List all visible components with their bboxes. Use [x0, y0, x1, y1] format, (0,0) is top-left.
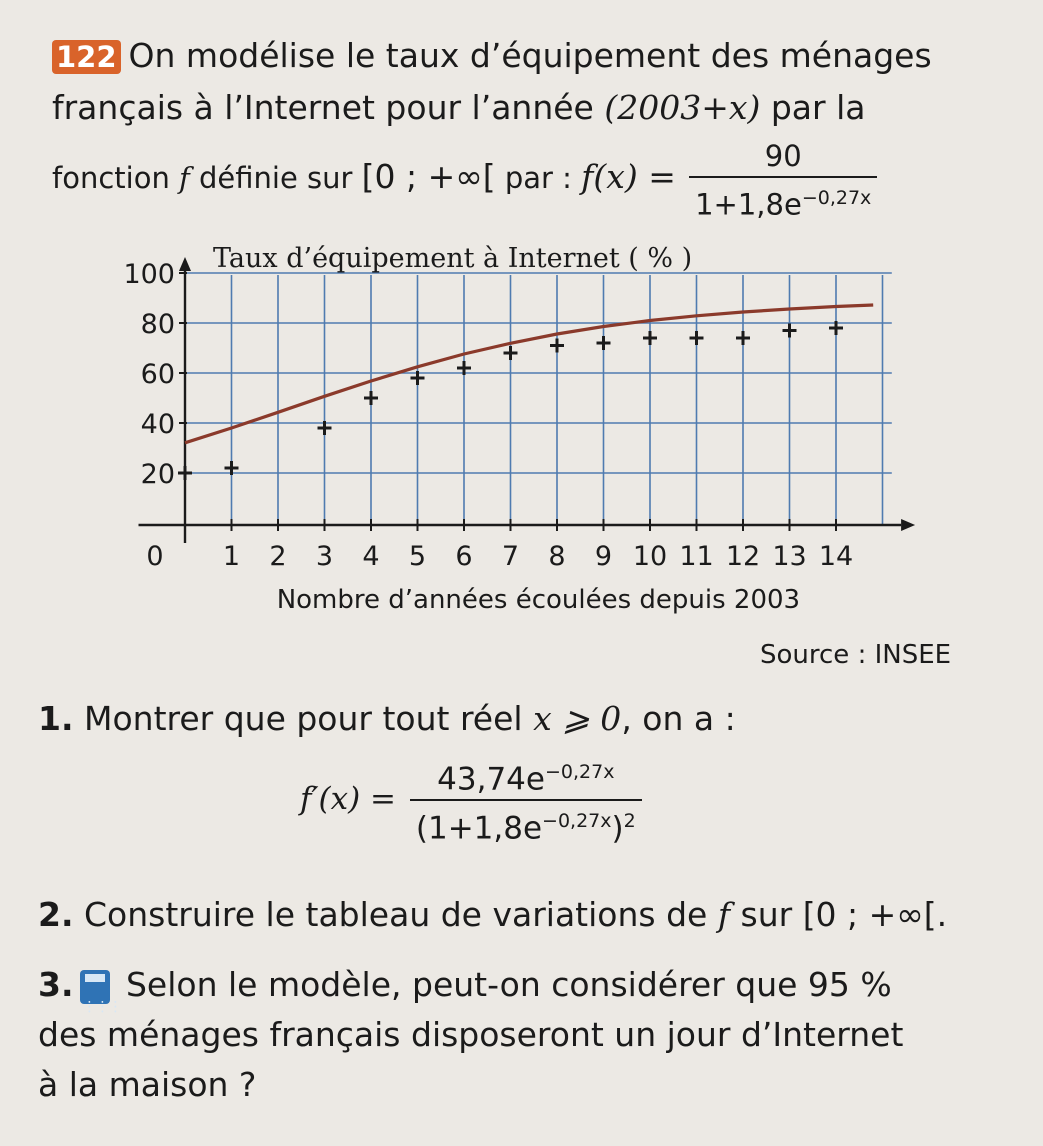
- derivative-numerator: [410, 752, 642, 801]
- x-tick-label: 8: [548, 541, 566, 572]
- x-tick-label: 3: [315, 541, 334, 572]
- model-curve: [185, 305, 873, 443]
- question-1: [38, 694, 1018, 849]
- derivative-formula: [300, 752, 1018, 849]
- x-tick-label: 9: [594, 541, 613, 572]
- y-tick-label: 40: [140, 409, 175, 440]
- chart-title: Taux d’équipement à Internet ( % ): [213, 243, 693, 274]
- data-point-cross: [504, 346, 518, 360]
- question-3-line-1: [38, 960, 1018, 1010]
- year-expression: (2003+x): [604, 88, 761, 127]
- question-3: [38, 960, 1018, 1110]
- denominator-base: (1+1,8e: [415, 810, 543, 847]
- data-point-cross: [364, 391, 378, 405]
- denominator-exponent: −0,27x: [801, 186, 872, 209]
- x-tick-label: 6: [455, 541, 473, 572]
- x-tick-label: 7: [501, 541, 520, 572]
- y-axis-arrow: [179, 257, 191, 271]
- question-number: 1.: [38, 699, 74, 738]
- y-tick-label: 100: [123, 259, 175, 290]
- exercise-statement: [52, 30, 1012, 224]
- statement-text: français à l’Internet pour l’année: [52, 88, 605, 127]
- question-text: .: [936, 895, 948, 934]
- function-name: f: [179, 161, 190, 195]
- function-fraction: [689, 136, 877, 225]
- data-point-cross: [783, 324, 797, 338]
- question-text: Selon le modèle, peut-on considérer que 95 %: [115, 965, 892, 1004]
- fraction-numerator: 90: [689, 136, 877, 178]
- data-point-cross: [690, 331, 704, 345]
- question-number: 3.: [38, 965, 74, 1004]
- statement-text: définie sur: [189, 161, 362, 195]
- fraction-denominator: [689, 178, 877, 225]
- statement-line-2: [52, 82, 1012, 134]
- statement-line-3: [52, 134, 1012, 224]
- question-text: Montrer que pour tout réel: [73, 699, 534, 738]
- statement-text: par :: [495, 161, 582, 195]
- y-tick-label: 60: [140, 359, 175, 390]
- statement-text: par la: [760, 88, 866, 127]
- x-axis-label: Nombre d’années écoulées depuis 2003: [276, 585, 801, 615]
- condition-expression: x ⩾ 0: [533, 699, 622, 738]
- x-tick-label: 2: [269, 541, 287, 572]
- question-1-line: [38, 694, 1018, 744]
- numerator-exponent: −0,27x: [544, 761, 615, 783]
- function-name: f: [717, 895, 731, 934]
- statement-text: fonction: [52, 161, 180, 195]
- domain-interval: [0 ; +∞[: [802, 895, 937, 934]
- question-text: Construire le tableau de variations de: [73, 895, 718, 934]
- y-tick-label: 20: [140, 459, 175, 490]
- question-text: des ménages français disposeront un jour d’Internet: [38, 1015, 904, 1054]
- x-tick-label: 4: [362, 541, 380, 572]
- question-text: à la maison ?: [38, 1065, 257, 1104]
- data-point-cross: [178, 466, 192, 480]
- x-tick-label: 1: [222, 541, 241, 572]
- denominator-exponent: −0,27x: [542, 810, 612, 833]
- statement-line-1: [52, 30, 1012, 82]
- data-point-cross: [597, 336, 611, 350]
- domain-interval: [0 ; +∞[: [361, 157, 496, 196]
- question-text: , on a :: [621, 699, 736, 738]
- denominator-base: 1+1,8e: [695, 187, 802, 222]
- x-tick-label: 14: [818, 541, 854, 572]
- x-tick-label: 13: [772, 541, 807, 572]
- x-tick-label: 11: [679, 541, 714, 572]
- derivative-fraction: [410, 752, 642, 849]
- chart-container: [0, 240, 1043, 620]
- question-number: 2.: [38, 895, 74, 934]
- question-text: sur: [730, 895, 803, 934]
- x-axis-arrow: [901, 519, 915, 531]
- question-2: [38, 890, 1018, 940]
- derivative-lhs: f′(x) =: [300, 780, 397, 817]
- derivative-denominator: [410, 801, 642, 848]
- internet-rate-chart: [0, 240, 1043, 620]
- denominator-power: 2: [623, 810, 636, 833]
- x-tick-label: 0: [146, 541, 164, 572]
- y-tick-label: 80: [140, 309, 175, 340]
- x-tick-label: 12: [725, 541, 761, 572]
- calculator-icon: [80, 970, 110, 1004]
- chart-source: Source : INSEE: [760, 640, 952, 670]
- data-point-cross: [643, 331, 657, 345]
- x-tick-label: 10: [632, 541, 668, 572]
- exercise-number-badge: 122: [52, 40, 121, 74]
- statement-text: On modélise le taux d’équipement des ménages: [128, 36, 932, 75]
- numerator-base: 43,74e: [437, 761, 545, 798]
- x-tick-label: 5: [408, 541, 427, 572]
- denominator-close: ): [611, 810, 624, 847]
- data-point-cross: [736, 331, 750, 345]
- data-point-cross: [550, 339, 564, 353]
- function-expression-lhs: f(x) =: [581, 157, 676, 196]
